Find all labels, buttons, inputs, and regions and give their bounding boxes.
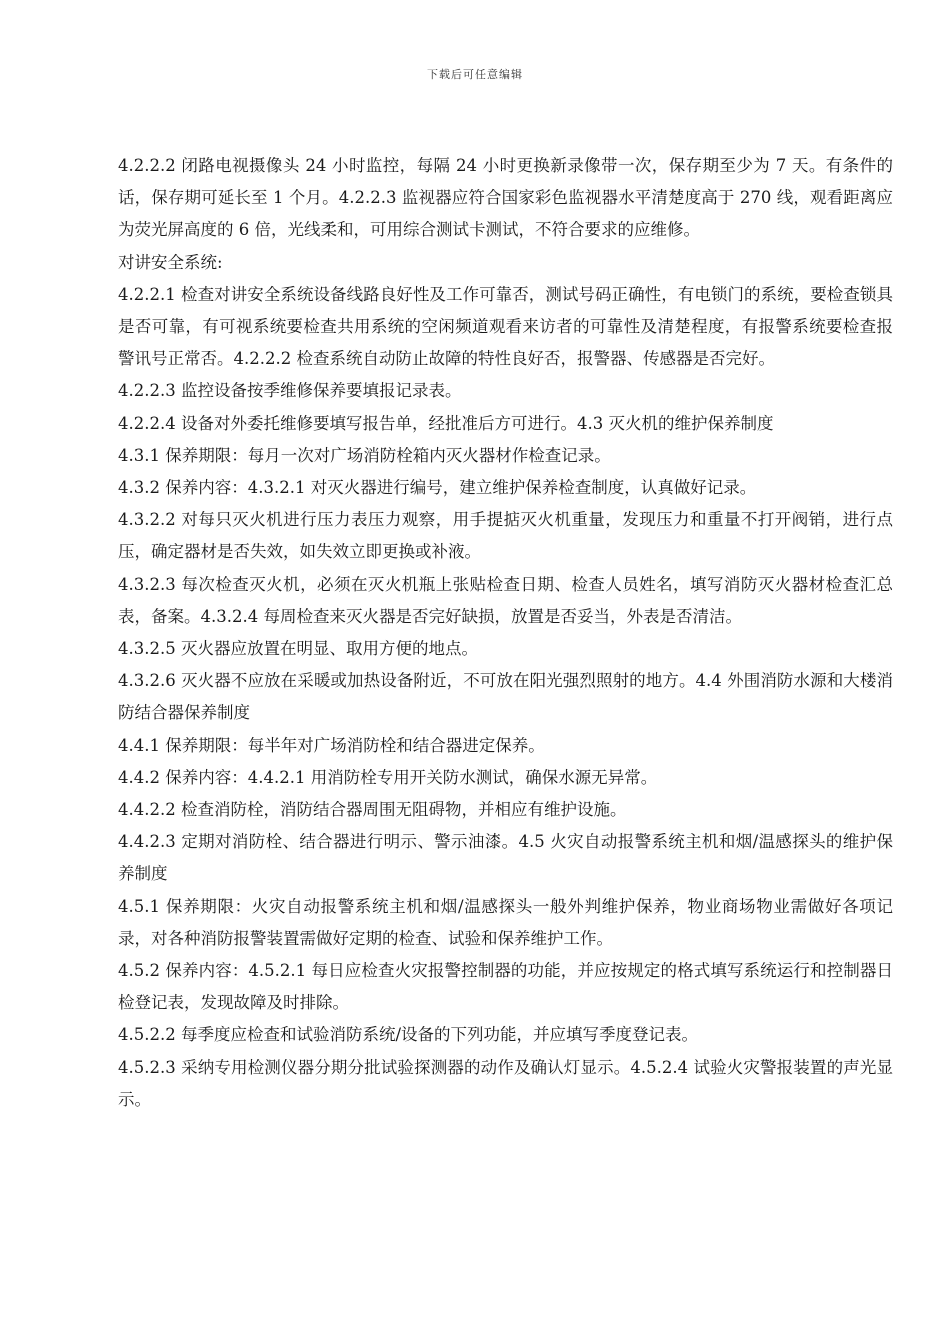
paragraph-pressure-check: 4.3.2.2 对每只灭火机进行压力表压力观察，用手提掂灭火机重量，发现压力和重量不打开阀销，进行点压，确定器材是否失效，如失效立即更换或补液。 <box>118 510 893 562</box>
paragraph-detector-test: 4.5.2.3 采纳专用检测仪器分期分批试验探测器的动作及确认灯显示。4.5.2.4 试验火灾警报装置的声光显示。 <box>118 1057 893 1109</box>
paragraph-hydrant-content: 4.4.2 保养内容：4.4.2.1 用消防栓专用开关防水测试，确保水源无异常。 <box>118 767 658 787</box>
paragraph-extinguisher-period: 4.3.1 保养期限：每月一次对广场消防栓箱内灭火器材作检查记录。 <box>118 445 611 465</box>
paragraph-hydrant-period: 4.4.1 保养期限：每半年对广场消防栓和结合器进定保养。 <box>118 735 545 755</box>
paragraph-extinguisher-content: 4.3.2 保养内容：4.3.2.1 对灭火器进行编号，建立维护保养检查制度，认真做好记录。 <box>118 478 757 498</box>
paragraph-hydrant-paint: 4.4.2.3 定期对消防栓、结合器进行明示、警示油漆。4.5 火灾自动报警系统主机和烟/温感探头的维护保养制度 <box>118 832 893 884</box>
paragraph-hydrant-obstruction: 4.4.2.2 检查消防栓，消防结合器周围无阻碍物，并相应有维护设施。 <box>118 800 627 820</box>
document-body <box>118 150 893 1116</box>
paragraph-cctv-monitoring: 4.2.2.2 闭路电视摄像头 24 小时监控，每隔 24 小时更换新录像带一次，保存期至少为 7 天。有条件的话，保存期可延长至 1 个月。4.2.2.3 监视器应符合国家彩色监视器水平清楚度高于 270 线，观看距离应为荧光屏高度的 6 倍，光线柔和，可用综合测试卡测试，不符合要求的应维修。 <box>118 156 893 240</box>
paragraph-alarm-content: 4.5.2 保养内容：4.5.2.1 每日应检查火灾报警控制器的功能，并应按规定的格式填写系统运行和控制器日检登记表，发现故障及时排除。 <box>118 961 893 1013</box>
paragraph-outsourced-repair: 4.2.2.4 设备对外委托维修要填写报告单，经批准后方可进行。4.3 灭火机的维护保养制度 <box>118 413 774 433</box>
section-heading-intercom: 对讲安全系统: <box>118 252 223 272</box>
page-header: 下载后可任意编辑 <box>427 68 523 81</box>
paragraph-quarterly-check: 4.5.2.2 每季度应检查和试验消防系统/设备的下列功能，并应填写季度登记表。 <box>118 1025 699 1045</box>
paragraph-heat-sources: 4.3.2.6 灭火器不应放在采暖或加热设备附近，不可放在阳光强烈照射的地方。4.4 外围消防水源和大楼消防结合器保养制度 <box>118 671 893 723</box>
paragraph-placement: 4.3.2.5 灭火器应放置在明显、取用方便的地点。 <box>118 639 478 659</box>
paragraph-inspection-label: 4.3.2.3 每次检查灭火机，必须在灭火机瓶上张贴检查日期、检查人员姓名，填写消防灭火器材检查汇总表，备案。4.3.2.4 每周检查来灭火器是否完好缺损，放置是否妥当，外表是否清洁。 <box>118 574 893 626</box>
paragraph-intercom-check: 4.2.2.1 检查对讲安全系统设备线路良好性及工作可靠否，测试号码正确性，有电锁门的系统，要检查锁具是否可靠，有可视系统要检查共用系统的空闲频道观看来访者的可靠性及清楚程度，有报警系统要检查报警讯号正常否。4.2.2.2 检查系统自动防止故障的特性良好否，报警器、传感器是否完好。 <box>118 284 893 369</box>
paragraph-monitoring-record: 4.2.2.3 监控设备按季维修保养要填报记录表。 <box>118 381 462 401</box>
paragraph-alarm-period: 4.5.1 保养期限：火灾自动报警系统主机和烟/温感探头一般外判维护保养，物业商场物业需做好各项记录，对各种消防报警装置需做好定期的检查、试验和保养维护工作。 <box>118 896 893 948</box>
